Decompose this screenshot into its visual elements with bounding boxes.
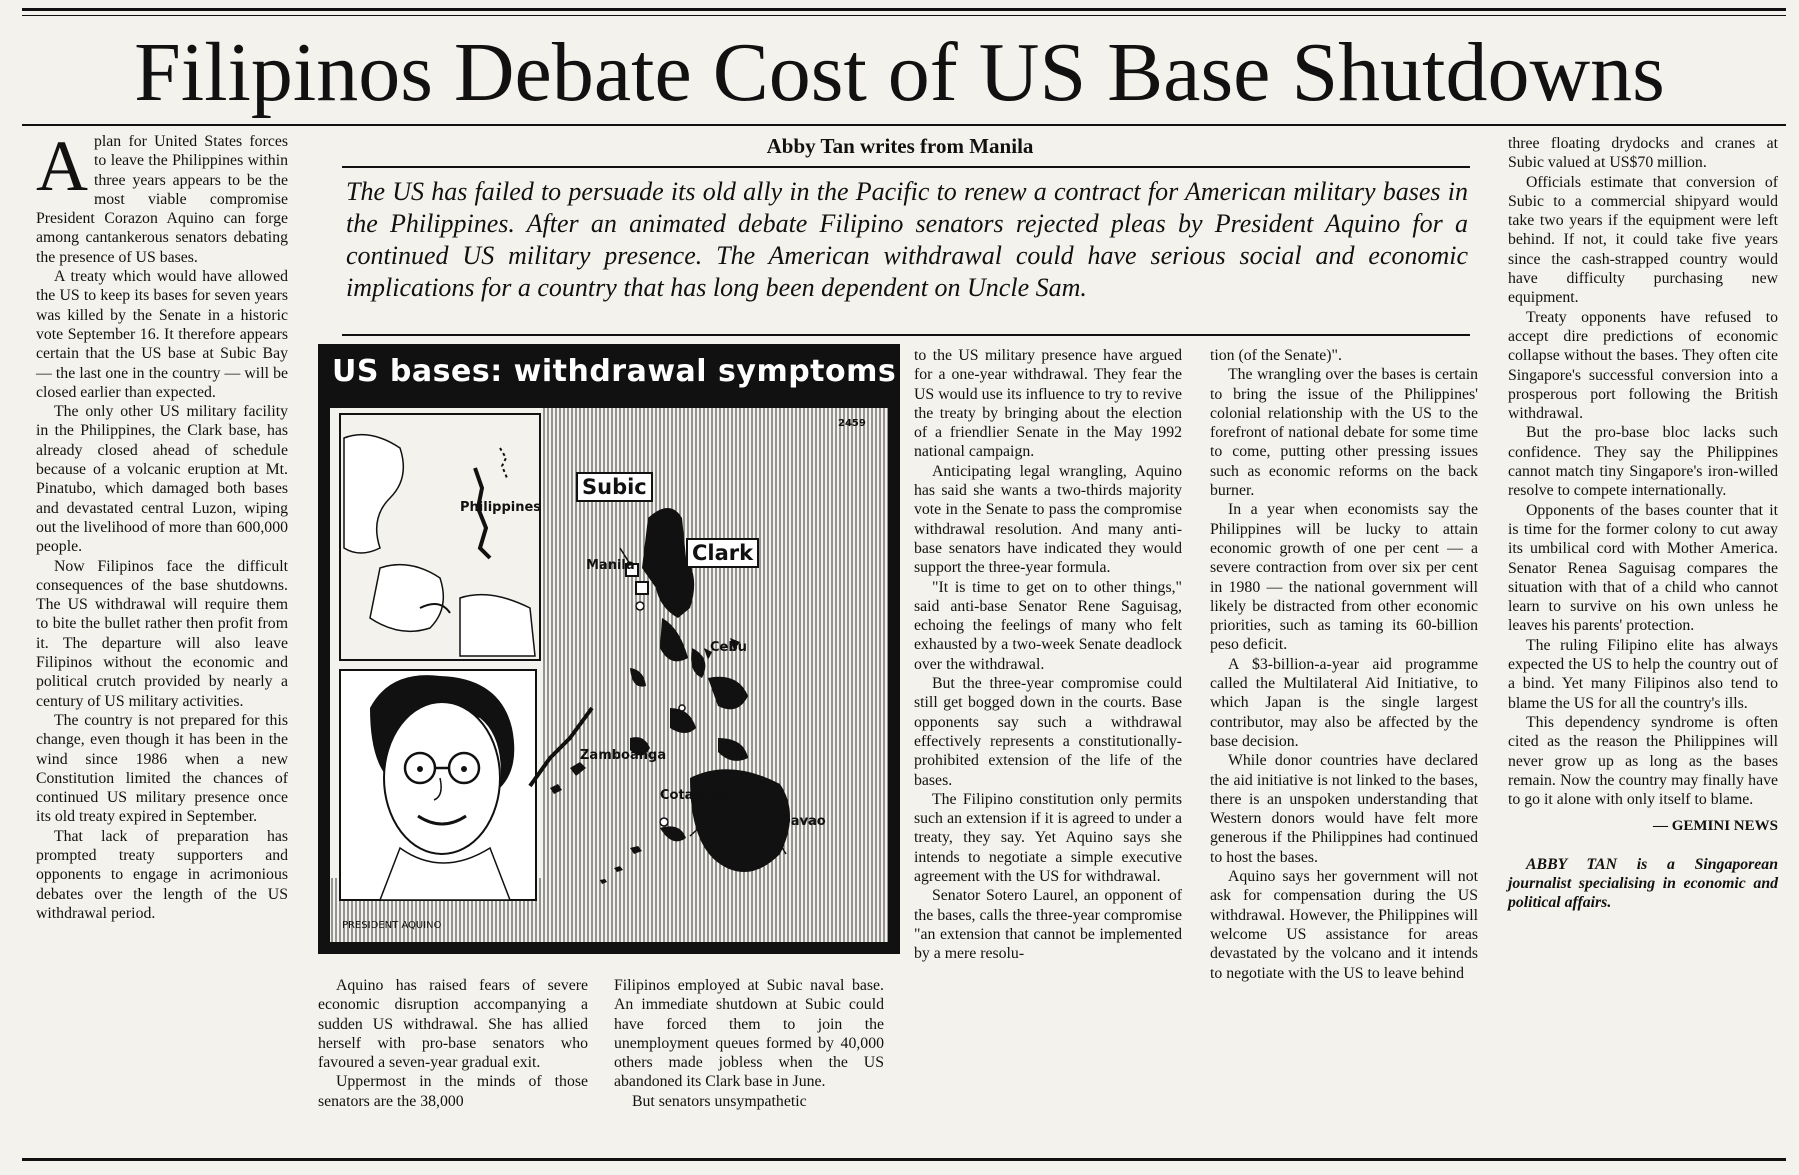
col2-para-2: Uppermost in the minds of those senators are the 38,000 [318,1073,588,1110]
col5-para-5: While donor countries have declared the aid initiative is not linked to the bases, there is an unspoken understanding that Western donors would have felt more generous if the Philippines had continued to host the bases. [1210,752,1478,866]
col1-para-5: The country is not prepared for this change, even though it has been in the wind since 1986 when a new Constitution limited the chances of continued US military presence once its old treaty expired in September. [36,711,288,826]
col4-para-4: But the three-year compromise could still get bogged down in the courts. Base opponents say such a withdrawal effectively represents a constitutionally-prohibited extension of the life of the bases. [914,675,1182,789]
manila-dot [636,602,644,610]
col5-para-2: The wrangling over the bases is certain to bring the issue of the Philippines' colonial relationship with the US to the forefront of national debate for some time to come, putting other pressing issues such as economic reforms on the back burner. [1210,366,1478,500]
cebu-label: Cebu [710,640,747,655]
col6-para-6: The ruling Filipino elite has always expected the US to help the country out of a bind. Yet many Filipinos also tend to blame the US for all the country's ills. [1508,636,1778,712]
col3-para-2: But senators unsympathetic [632,1092,807,1110]
col1-para-3: The only other US military facility in the Philippines, the Clark base, has already closed ahead of schedule because of a volcanic eruption at Mt. Pinatubo, which damaged both bases and devastated central Luzon, wiping out the livelihood of more than 600,000 people. [36,403,288,556]
col1-para-4: Now Filipinos face the difficult consequences of the base shutdowns. The US withdrawal will require them to bite the bullet rather then profit from it. The departure will also leave Filipinos without the economic and political crutch provided by nearly a century of US military activities. [36,557,288,710]
col6-para-4: But the pro-base bloc lacks such confidence. They say the Philippines cannot match tiny Singapore's iron-willed resolve to compete internationally. [1508,424,1778,500]
col4-para-6: Senator Sotero Laurel, an opponent of the bases, calls the three-year compromise "an extension that cannot be implemented by a mere resolu- [914,887,1182,963]
clark-marker [636,582,648,594]
col1-para-2: A treaty which would have allowed the US to keep its bases for seven years was killed by the Senate in a historic vote September 16. It therefore appears certain that the US base at Subic Bay — the last one in the country — will be closed earlier than expected. [36,268,288,401]
clark-label: Clark [686,538,759,568]
standfirst-rule-top [342,166,1470,168]
headline-rule [22,124,1786,126]
bottom-rule [22,1158,1786,1161]
top-rule [22,8,1786,11]
col5-para-4: A $3-billion-a-year aid programme called the Multilateral Aid Initiative, to which Japan is the single largest contributor, may also be affected by the base decision. [1210,655,1478,750]
graphic-box [318,344,900,954]
column-4 [914,346,1182,964]
portrait-caption: PRESIDENT AQUINO [342,920,442,931]
col6-para-5: Opponents of the bases counter that it is time for the former colony to cut away its umbilical cord with Mother America. Senator Renea Saguisag compares the situation with that of a child who cannot learn to survive on his own unless he leaves his parents' protection. [1508,501,1778,635]
zamboanga-dot [660,818,668,826]
manila-label: Manila [586,558,635,573]
top-rule-thin [22,15,1786,16]
column-6 [1508,134,1778,913]
subic-label: Subic [576,472,653,502]
col5-para-1: tion (of the Senate)". [1210,347,1342,364]
philippines-label: Philippines [460,500,542,515]
column-5 [1210,346,1478,983]
standfirst-rule-bottom [342,334,1470,336]
col4-para-1: to the US military presence have argued for a one-year withdrawal. They fear the US would use its influence to try to revive the treaty by bringing about the election of a friendlier Senate in the May 1992 national campaign. [914,347,1182,461]
graphic-code: 2459 [838,418,866,429]
column-3 [614,976,884,1111]
col6-para-3: Treaty opponents have refused to accept dire predictions of economic collapse without the bases. They often cite Singapore's successful conversion into a prosperous port following the British withdrawal. [1508,308,1778,423]
col4-para-3: "It is time to get on to other things," said anti-base Senator Rene Saguisag, echoing the feelings of many who felt exhausted by a two-week Senate deadlock over the withdrawal. [914,578,1182,673]
gemini-news-signoff: — GEMINI NEWS [1652,818,1778,835]
col3-para-1: Filipinos employed at Subic naval base. An immediate shutdown at Subic could have forced them to join the unemployment queues formed by 40,000 others made jobless when the US abandoned its Clark base in June. [614,977,884,1091]
col6-para-2: Officials estimate that conversion of Subic to a commercial shipyard would take two years if the equipment were left behind. If not, it could take five years since the cash-strapped country would have difficulty purchasing new equipment. [1508,173,1778,307]
col6-para-1: three floating drydocks and cranes at Subic valued at US$70 million. [1508,135,1778,172]
headline: Filipinos Debate Cost of US Base Shutdowns [134,26,1665,119]
standfirst: The US has failed to persuade its old ally in the Pacific to renew a contract for American military bases in the Philippines. After an animated debate Filipino senators rejected pleas by President Aquino for a continued US military presence. The American withdrawal could have serious social and economic implications for a country that has long been dependent on Uncle Sam. [346,177,1468,302]
author-bio: ABBY TAN is a Singaporean journalist specialising in economic and political affairs. [1508,855,1778,912]
col2-para-1: Aquino has raised fears of severe economic disruption accompanying a sudden US withdrawal. She has allied herself with pro-base senators who favoured a seven-year gradual exit. [318,977,588,1072]
col6-para-7: This dependency syndrome is often cited as the reason the Philippines will never grow up as long as the bases remain. Now the country may finally have to go it alone with only itself to blame. [1508,713,1778,809]
col5-para-3: In a year when economists say the Philippines will be lucky to attain economic growth of one per cent — a severe contraction from over six per cent in 1980 — the national government will likely be distracted from other economic priorities, such as taming its 60-billion peso deficit. [1210,501,1478,654]
graphic-title: US bases: withdrawal symptoms [332,354,897,389]
column-1 [36,126,288,923]
col4-para-5: The Filipino constitution only permits such an extension if it is agreed to under a treaty, they say. Yet Aquino says she intends to negotiate a simple executive agreement with the US for withdrawal. [914,790,1182,886]
davao-label: Davao [780,814,826,829]
col4-para-2: Anticipating legal wrangling, Aquino has said she wants a two-thirds majority vote in the Senate to pass the compromise withdrawal resolution. And many anti-base senators have indicated they would support the three-year formula. [914,462,1182,577]
col1-para-1 [36,126,288,267]
column-2 [318,976,588,1111]
cebu-dot [679,705,685,711]
zamboanga-label: Zamboanga [580,748,667,763]
drop-cap: A [36,126,88,206]
col1-para-6: That lack of preparation has prompted treaty supporters and opponents to engage in acrimonious debates over the length of the US withdrawal period. [36,827,288,922]
col5-para-6: Aquino says her government will not ask for compensation during the US withdrawal. However, the Philippines will welcome US assistance for areas devastated by the volcano and it intends to negotiate with the US to leave behind [1210,868,1478,982]
cotabato-label: Cotabato [660,788,727,803]
graphic-panel [330,408,888,942]
byline: Abby Tan writes from Manila [766,134,1034,158]
col1-para-1-text: plan for United States forces to leave the Philippines within three years appears to be the most viable compromise President Corazon Aquino can forge among cantankerous senators debating the presence of US bases. [36,133,288,266]
